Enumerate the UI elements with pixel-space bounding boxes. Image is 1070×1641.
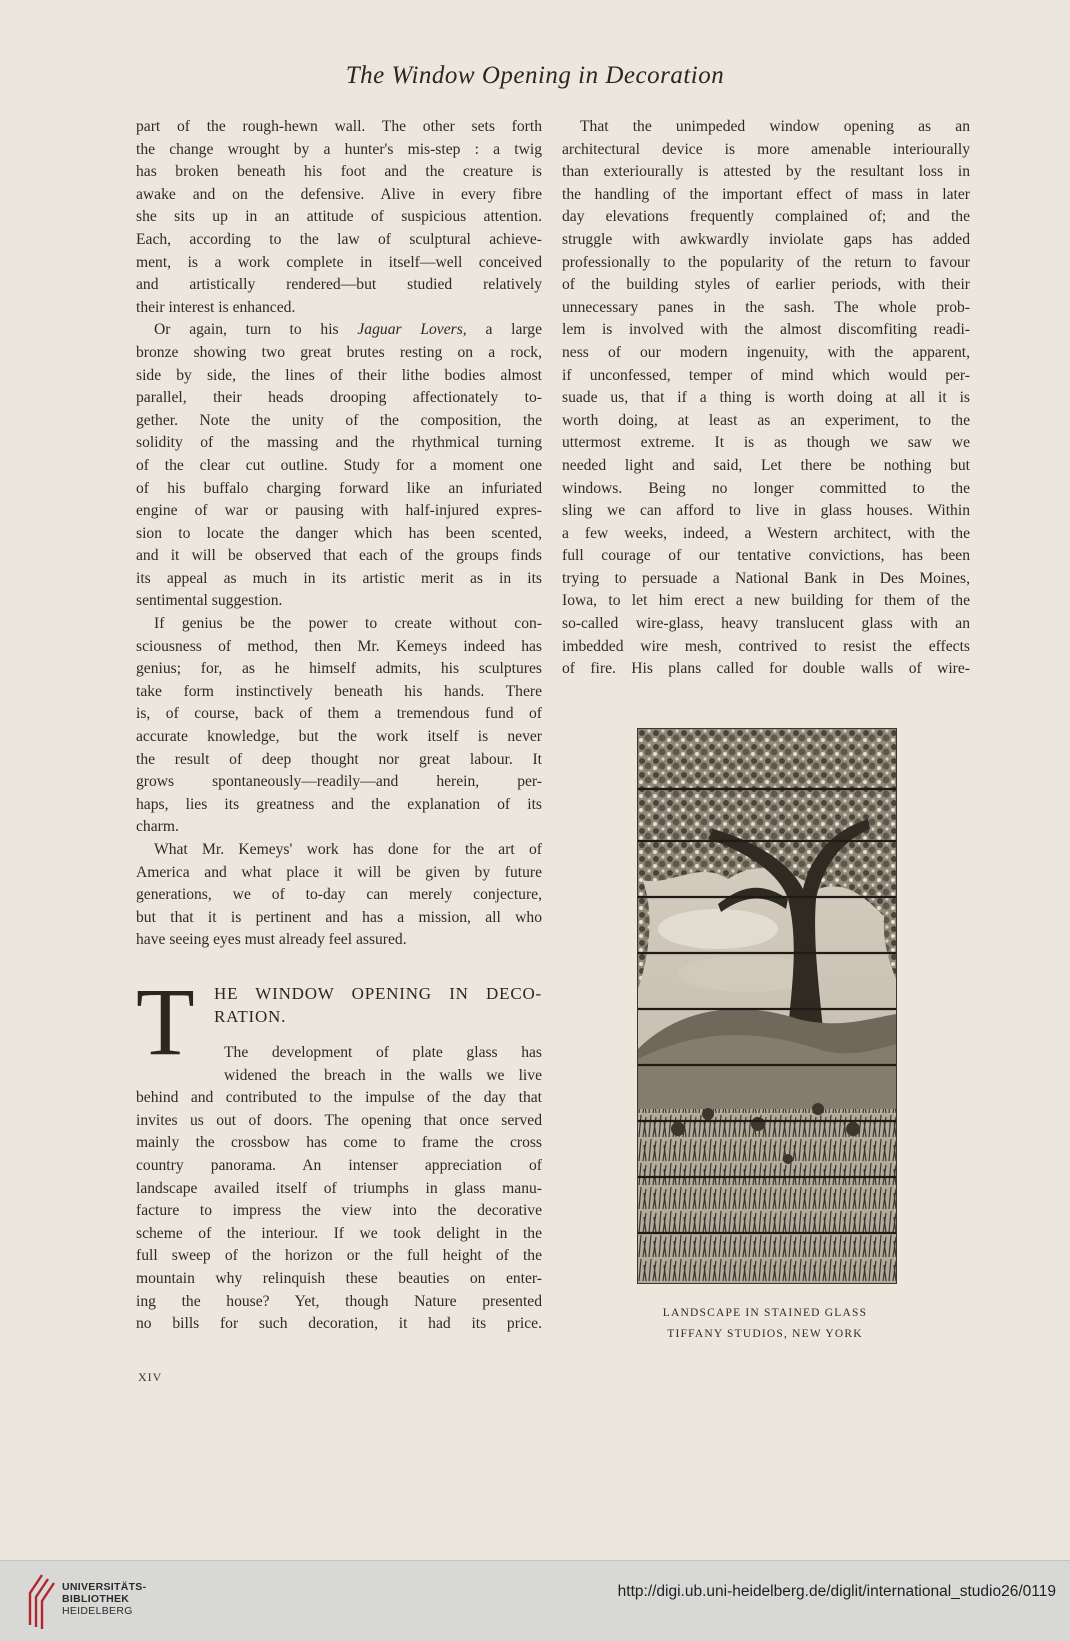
text-line: professionally to the popularity of the return to favour (562, 253, 970, 271)
text-line: bronze showing two great brutes resting on a rock, (136, 343, 542, 361)
text-line: generations, we of to-day can merely conjecture, (136, 886, 542, 904)
permalink-url[interactable]: http://digi.ub.uni-heidelberg.de/diglit/international_studio26/0119 (617, 1583, 1056, 1600)
text-line: lem is involved with the almost discomfiting readi- (562, 321, 970, 339)
text-line: architectural device is more amenable interiourally (562, 140, 970, 158)
text-line: landscape availed itself of triumphs in glass manu- (136, 1179, 542, 1197)
text-line: part of the rough-hewn wall. The other sets forth (136, 118, 542, 135)
library-footer (0, 1560, 1070, 1641)
text-line: struggle with awkwardly inviolate gaps has added (562, 230, 970, 248)
text-line: of his buffalo charging forward like an infuriated (136, 479, 542, 497)
text-line: the handling of the important effect of mass in later (562, 185, 970, 203)
text-line: day elevations frequently complained of; and the (562, 208, 970, 226)
text-line: a few weeks, indeed, a Western architect, with the (562, 524, 970, 542)
article-title (214, 982, 542, 1028)
text-line: take form instinctively beneath his hands. There (136, 682, 542, 700)
text-line: their interest is enhanced. (136, 298, 296, 316)
text-line: What Mr. Kemeys' work has done for the art of (154, 841, 542, 858)
library-name-line: BIBLIOTHEK (62, 1593, 130, 1605)
text-line: than exteriourally is attested by the resultant loss in (562, 163, 970, 181)
stained-glass-illustration (637, 728, 897, 1284)
text-line (136, 319, 542, 342)
right-column (562, 116, 970, 681)
text-line: if unconfessed, temper of mind which would per- (562, 366, 970, 384)
text-run: Or again, turn to his (154, 321, 358, 339)
paragraph-1 (136, 116, 542, 319)
text-line: solidity of the massing and the rhythmical turning (136, 434, 542, 452)
drop-cap: T (136, 968, 195, 1075)
text-line: mountain why relinquish these beauties on enter- (136, 1269, 542, 1287)
text-line: and it will be observed that each of the groups finds (136, 547, 542, 565)
text-line: has broken beneath his foot and the creature is (136, 163, 542, 181)
text-line: sciousness of method, then Mr. Kemeys indeed has (136, 637, 542, 655)
text-line: trying to persuade a National Bank in Des Moines, (562, 569, 970, 587)
text-line: That the unimpeded window opening as an (580, 118, 970, 135)
text-line: sion to locate the danger which has been scented, (136, 524, 542, 542)
landscape-drawing (638, 729, 896, 1283)
text-line: of the building styles of earlier periods, with their (562, 276, 970, 294)
artwork-title: Jaguar Lovers (357, 321, 463, 339)
text-line: ness of our modern ingenuity, with the apparent, (562, 343, 970, 361)
text-line: facture to impress the view into the decorative (136, 1202, 542, 1220)
text-line: invites us out of doors. The opening that once served (136, 1111, 542, 1129)
library-name[interactable] (62, 1581, 146, 1617)
text-run: , a large (462, 321, 543, 339)
text-line: of fire. His plans called for double walls of wire- (562, 660, 970, 678)
text-line: behind and contributed to the impulse of the day that (136, 1089, 542, 1107)
text-line: and artistically rendered—but studied relatively (136, 276, 542, 294)
figure-caption: LANDSCAPE IN STAINED GLASS (662, 1307, 868, 1319)
text-line: Each, according to the law of sculptural achieve- (136, 230, 542, 248)
text-line: no bills for such decoration, it had its price. (136, 1315, 542, 1333)
text-line: gether. Note the unity of the composition, the (136, 411, 542, 429)
text-line: ment, is a work complete in itself—well conceived (136, 253, 542, 271)
text-line: accurate knowledge, but the work itself is never (136, 728, 542, 746)
text-line: parallel, their heads drooping affectionately to- (136, 389, 542, 407)
text-line: but that it is pertinent and has a mission, all who (136, 908, 542, 926)
text-line: so-called wire-glass, heavy translucent glass with an (562, 615, 970, 633)
library-name-line: HEIDELBERG (62, 1605, 133, 1617)
paragraph-3 (136, 613, 542, 839)
text-line: is, of course, back of them a tremendous fund of (136, 705, 542, 723)
text-line: scheme of the interiour. If we took delight in the (136, 1224, 542, 1242)
text-line: America and what place it will be given by future (136, 863, 542, 881)
text-line: engine of war or pausing with half-injured expres- (136, 502, 542, 520)
running-head: The Window Opening in Decoration (345, 62, 725, 89)
text-line: charm. (136, 818, 179, 836)
text-line: its appeal as much in its artistic merit as in its (136, 569, 542, 587)
title-line: HE WINDOW OPENING IN DECO- (214, 984, 542, 1003)
text-line: country panorama. An intenser appreciation of (136, 1156, 542, 1174)
library-name-line: UNIVERSITÄTS- (62, 1581, 147, 1593)
text-line: suade us, that if a thing is worth doing at all it is (562, 389, 970, 407)
text-line: If genius be the power to create without con- (154, 615, 542, 633)
text-line: of the clear cut outline. Study for a moment one (136, 456, 542, 474)
text-line: full courage of our tentative convictions, has been (562, 547, 970, 565)
text-line: side by side, the lines of their lithe bodies almost (136, 366, 542, 384)
text-line: ing the house? Yet, though Nature presented (136, 1292, 542, 1310)
text-line: windows. Being no longer committed to the (562, 479, 970, 497)
text-line: imbedded wire mesh, contrived to resist the effects (562, 637, 970, 655)
left-column (136, 116, 542, 952)
figure-credit: TIFFANY STUDIOS, NEW YORK (667, 1328, 863, 1340)
text-line: uttermost extreme. It is as though we saw we (562, 434, 970, 452)
text-line: Iowa, to let him erect a new building for them of the (562, 592, 970, 610)
text-line: needed light and said, Let there be nothing but (562, 456, 970, 474)
paragraph-4 (136, 839, 542, 952)
text-line: sling we can afford to live in glass houses. Within (562, 502, 970, 520)
text-line: sentimental suggestion. (136, 592, 283, 610)
text-line: The development of plate glass has (224, 1044, 542, 1061)
text-line: have seeing eyes must already feel assured. (136, 931, 407, 949)
text-line: genius; for, as he himself admits, his sculptures (136, 660, 542, 678)
text-line: unnecessary panes in the sash. The whole prob- (562, 298, 970, 316)
text-line: the change wrought by a hunter's mis-step : a twig (136, 140, 542, 158)
text-line: awake and on the defensive. Alive in every fibre (136, 185, 542, 203)
text-line: mainly the crossbow has come to frame the cross (136, 1134, 542, 1152)
text-line: the result of deep thought nor great labour. It (136, 750, 542, 768)
library-logo-icon[interactable] (24, 1571, 58, 1631)
text-line: widened the breach in the walls we live (224, 1066, 542, 1084)
title-line: RATION. (214, 1007, 287, 1026)
page-number: XIV (138, 1370, 163, 1384)
paragraph-2 (136, 319, 542, 613)
text-line: she sits up in an attitude of suspicious attention. (136, 208, 542, 226)
text-line: worth doing, at least as an experiment, to the (562, 411, 970, 429)
text-line: full sweep of the horizon or the full height of the (136, 1247, 542, 1265)
text-line: haps, lies its greatness and the explanation of its (136, 795, 542, 813)
text-line: grows spontaneously—readily—and herein, per- (136, 773, 542, 791)
article-body (136, 1042, 542, 1336)
